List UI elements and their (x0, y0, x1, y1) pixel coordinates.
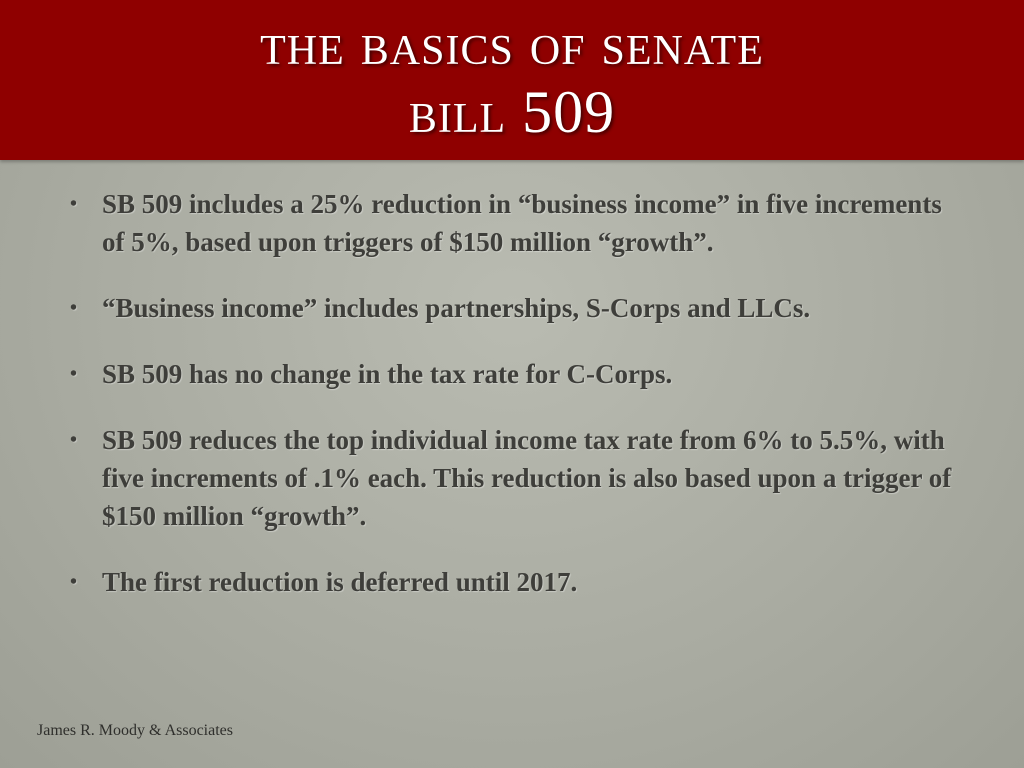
title-banner (0, 0, 1024, 160)
slide-title-line-2: bill 509 (408, 79, 616, 145)
slide-title (0, 10, 1024, 146)
bullet-item (66, 289, 966, 327)
bullet-text: SB 509 reduces the top individual income tax rate from 6% to 5.5%, with five increments of .1% each. This reduction is also based upon a trigger of $150 million “growth”. (102, 425, 952, 531)
bullet-text: “Business income” includes partnerships, S-Corps and LLCs. (102, 293, 811, 323)
bullet-item (66, 421, 966, 535)
bullet-dot-icon: • (70, 193, 78, 215)
bullet-dot-icon: • (70, 363, 78, 385)
bullet-item (66, 355, 966, 393)
bullet-item (66, 185, 966, 261)
bullet-dot-icon: • (70, 571, 78, 593)
bullet-text: The first reduction is deferred until 2017. (102, 567, 578, 597)
slide-title-line-1: the basics of senate (260, 11, 764, 77)
bullet-dot-icon: • (70, 429, 78, 451)
bullet-item (66, 563, 966, 601)
bullet-dot-icon: • (70, 297, 78, 319)
bullet-text: SB 509 includes a 25% reduction in “business income” in five increments of 5%, based upon triggers of $150 million “growth”. (102, 189, 942, 257)
footer-credit: James R. Moody & Associates (37, 722, 233, 739)
slide-body (66, 185, 966, 629)
bullet-list (66, 185, 966, 601)
bullet-text: SB 509 has no change in the tax rate for C-Corps. (102, 359, 673, 389)
